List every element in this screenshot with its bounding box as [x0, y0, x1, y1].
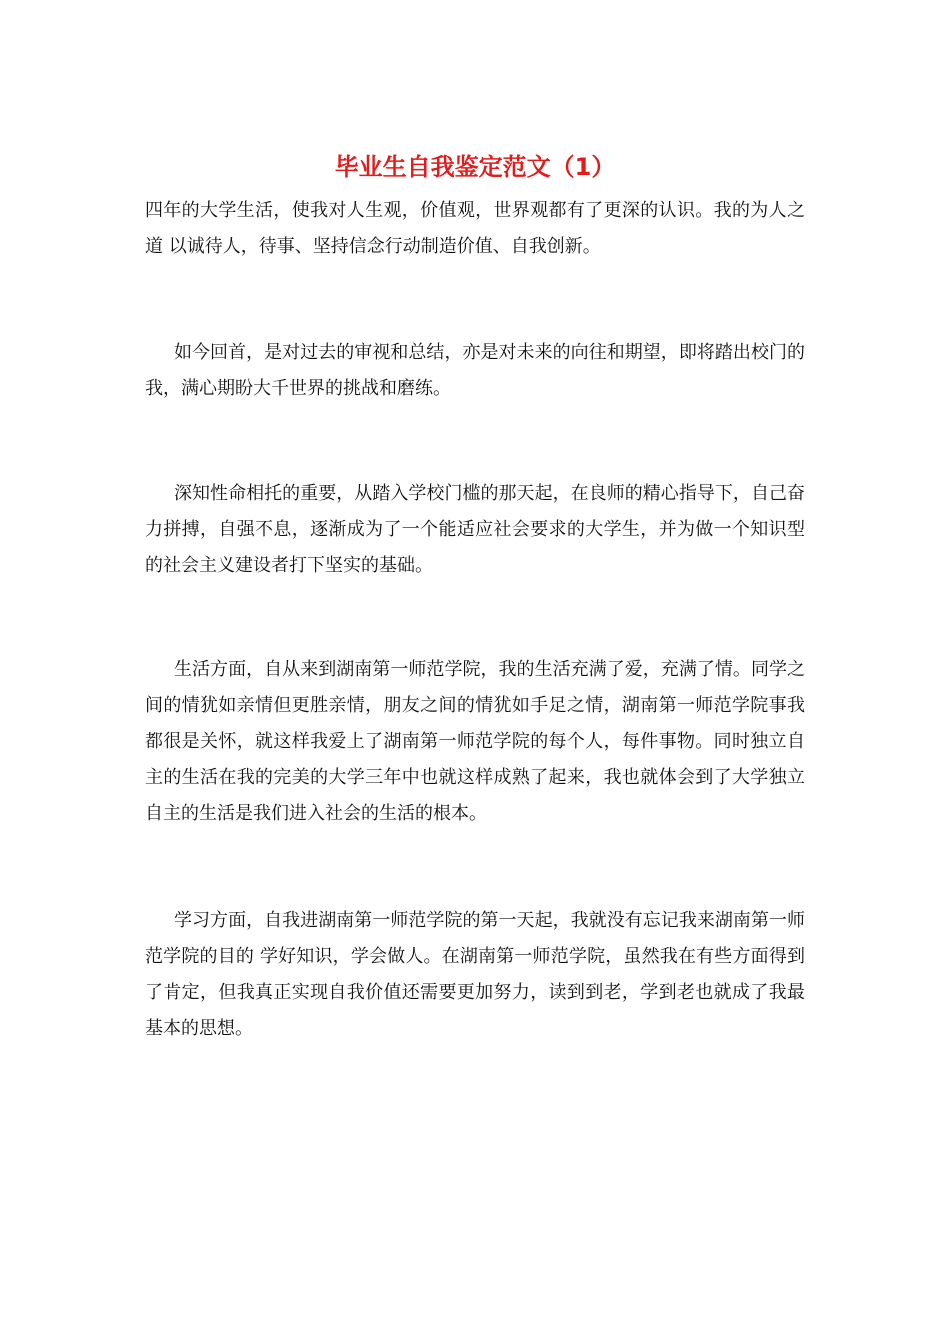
paragraph-growth: 深知性命相托的重要，从踏入学校门槛的那天起，在良师的精心指导下，自己奋力拼搏，自强不息，逐渐成为了一个能适应社会要求的大学生，并为做一个知识型的社会主义建设者打下坚实的基础。: [145, 483, 805, 576]
paragraph-study: 学习方面，自我进湖南第一师范学院的第一天起，我就没有忘记我来湖南第一师范学院的目的 学好知识，学会做人。在湖南第一师范学院，虽然我在有些方面得到了肯定，但我真正实现自我价值还需要更加努力，读到到老，学到老也就成了我最基本的思想。: [145, 910, 805, 1039]
document-title: 毕业生自我鉴定范文（1）: [334, 153, 616, 181]
paragraph-intro: 四年的大学生活，使我对人生观，价值观，世界观都有了更深的认识。我的为人之道 以诚待人，待事、坚持信念行动制造价值、自我创新。: [145, 200, 805, 257]
paragraph-life: 生活方面，自从来到湖南第一师范学院，我的生活充满了爱，充满了情。同学之间的情犹如亲情但更胜亲情，朋友之间的情犹如手足之情，湖南第一师范学院事我都很是关怀，就这样我爱上了湖南第一师范学院的每个人，每件事物。同时独立自主的生活在我的完美的大学三年中也就这样成熟了起来，我也就体会到了大学独立自主的生活是我们进入社会的生活的根本。: [145, 659, 805, 824]
paragraph-reflection: 如今回首，是对过去的审视和总结，亦是对未来的向往和期望，即将踏出校门的我，满心期盼大千世界的挑战和磨练。: [145, 342, 805, 399]
